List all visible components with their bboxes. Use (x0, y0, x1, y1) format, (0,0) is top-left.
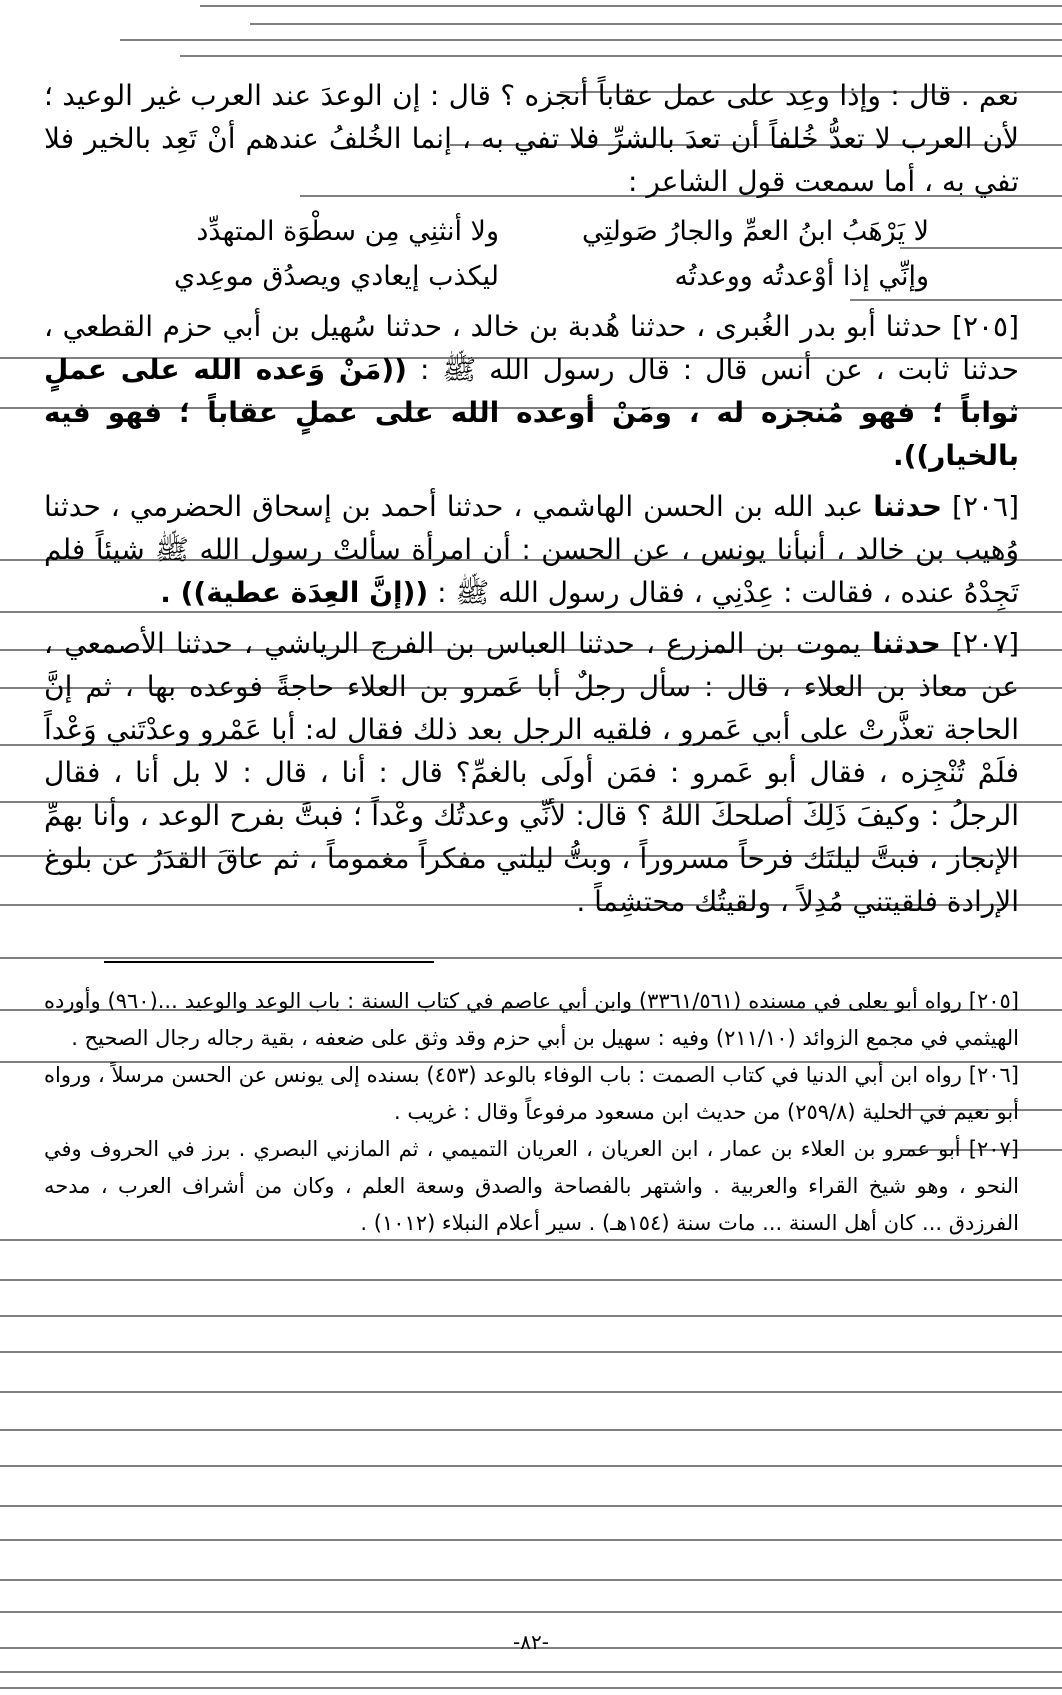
poem (44, 209, 1019, 299)
footnotes (44, 983, 1019, 1242)
isnad-text: عبد الله بن الحسن الهاشمي ، حدثنا أحمد بن إسحاق الحضرمي ، حدثنا وُهيب بن خالد ، أنبأنا يونس ، عن الحسن : أن امرأة سألتْ رسول الله ﷺ شيئاً فلم تَجِدْهُ عنده ، فقالت : عِدْنِي ، فقال رسول الله ﷺ : (44, 490, 1019, 609)
poem-hemistich: وإنِّي إذا أوْعدتُه ووعدتُه (674, 261, 929, 292)
hadith-number: [٢٠٦] (952, 490, 1019, 523)
poem-verse-2 (44, 254, 1019, 299)
page-number: -٨٢- (513, 1630, 549, 1654)
footnote-205: [٢٠٥] رواه أبو يعلى في مسنده (٣٣٦١/٥٦١) وابن أبي عاصم في كتاب السنة : باب الوعد والوعيد ...(٩٦٠) وأورده الهيثمي في مجمع الزوائد (٢١١/١٠) وفيه : سهيل بن أبي حزم وقد وثق على ضعفه ، بقية رجاله رجال الصحيح . (44, 989, 1019, 1050)
poem-hemistich: لا يَرْهَبُ ابنُ العمِّ والجارُ صَولتِي (582, 216, 929, 247)
isnad-text: حدثنا أبو بدر الغُبرى ، حدثنا هُدبة بن خالد ، حدثنا سُهيل بن أبي حزم القطعي ، حدثنا ثابت ، عن أنس قال : قال رسول الله ﷺ : (44, 310, 1020, 386)
document-page (44, 74, 1019, 1242)
lead-word: حدثنا (873, 490, 943, 523)
poem-hemistich: ولا أنثنِي مِن سطْوَة المتهدِّد (196, 216, 499, 247)
paragraph-206 (44, 485, 1019, 614)
paragraph-207 (44, 622, 1019, 923)
narrative-text: يموت بن المزرع ، حدثنا العباس بن الفرج الرياشي ، حدثنا الأصمعي ، عن معاذ بن العلاء ، قال : سأل رجلٌ أبا عَمرو بن العلاء حاجةً فوعده بها ، ثم إنَّ الحاجة تعذَّرتْ على أبي عَمرو ، فلقيه الرجل بعد ذلك فقال له: أبا عَمْرو وعدْتَني وَعْداً فلَمْ تُنْجِزه ، فقال أبو عَمرو : فمَن أولَى بالغمِّ؟ قال : أنا ، قال : لا بل أنا ، فقال الرجلُ : وكيفَ ذَلِكَ أصلحكَ اللهُ ؟ قال: لأنِّي وعدتُك وعْداً ؛ فبتَّ بفرح الوعد ، وأنا بهمِّ الإنجاز ، فبتَّ ليلتَك فرحاً مسروراً ، وبتُّ ليلتي مفكراً مغموماً ، ثم عاقَ القدَرُ عن بلوغ الإرادة فلقيتني مُدِلاً ، ولقيتُك محتشِماً . (44, 627, 1019, 918)
lead-word: حدثنا (871, 627, 941, 660)
paragraph-205 (44, 305, 1019, 477)
hadith-number: [٢٠٥] (952, 310, 1019, 343)
footnote-206: [٢٠٦] رواه ابن أبي الدنيا في كتاب الصمت : باب الوفاء بالوعد (٤٥٣) بسنده إلى يونس عن الحسن مرسلاً ، ورواه أبو نعيم في الحلية (٢٥٩/٨) من حديث ابن مسعود مرفوعاً وقال : غريب . (44, 1063, 1019, 1124)
footnote-separator (104, 961, 434, 963)
footnote-207: [٢٠٧] أبو عمرو بن العلاء بن عمار ، ابن العريان ، العريان التميمي ، ثم المازني البصري . برز في الحروف وفي النحو ، وهو شيخ القراء والعربية . واشتهر بالفصاحة والصدق وسعة العلم ، وكان من أشراف العرب ، مدحه الفرزدق ... كان أهل السنة ... مات سنة (١٥٤هـ) . سير أعلام النبلاء (١٠١٢) . (44, 1137, 1019, 1235)
main-text (44, 74, 1019, 923)
hadith-text: ((مَنْ وَعده الله على عملٍ ثواباً ؛ فهو مُنجزه له ، ومَنْ أوعده الله على عملٍ عقاباً ؛ فهو فيه بالخيار)). (44, 353, 1019, 472)
hadith-text: ((إنَّ العِدَة عطية)) . (160, 576, 429, 609)
paragraph-intro: نعم . قال : وإذا وعِد على عمل عقاباً أنجزه ؟ قال : إن الوعدَ عند العرب غير الوعيد ؛ لأن العرب لا تعدُّ خُلفاً أن تعدَ بالشرِّ فلا تفي به ، إنما الخُلفُ عندهم أنْ تَعِد بالخير فلا تفي به ، أما سمعت قول الشاعر : (44, 79, 1019, 198)
poem-hemistich: ليكذب إيعادي ويصدُق موعِدي (174, 261, 499, 292)
hadith-number: [٢٠٧] (952, 627, 1020, 660)
poem-verse-1 (44, 209, 1019, 254)
